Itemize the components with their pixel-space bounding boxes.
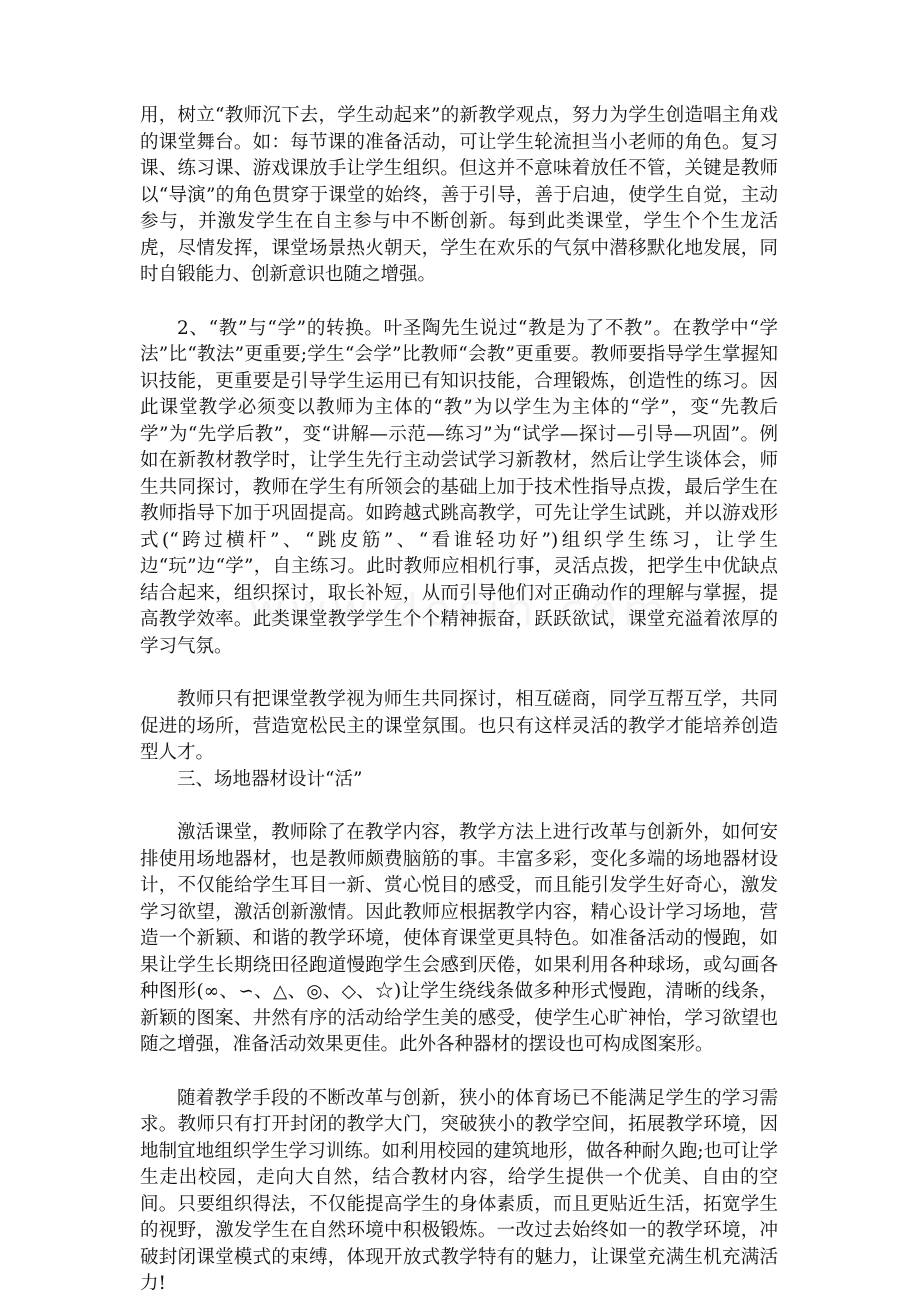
section-heading-venue-equipment: 三、场地器材设计“活” [177, 768, 363, 790]
paragraph-continuation: 用，树立“教师沉下去，学生动起来”的新教学观点，努力为学生创造唱主角戏的课堂舞台。如：每节课的准备活动，可让学生轮流担当小老师的角色。复习课、练习课、游戏课放手让学生组织。但这并不意味着放任不管，关键是教师以“导演”的角色贯穿于课堂的始终，善于引导，善于启迪，使学生自觉，主动参与，并激发学生在自主参与中不断创新。每到此类课堂，学生个个生龙活虎，尽情发挥，课堂场景热火朝天，学生在欢乐的气氛中潜移默化地发展，同时自锻能力、创新意识也随之增强。 [140, 105, 778, 285]
paragraph-summary: 教师只有把课堂教学视为师生共同探讨，相互磋商，同学互帮互学，共同促进的场所，营造宽松民主的课堂氛围。也只有这样灵活的教学才能培养创造型人才。 [140, 689, 778, 763]
paragraph-teach-learn-conversion: 2、“教”与“学”的转换。叶圣陶先生说过“教是为了不教”。在教学中“学法”比“教法”更重要;学生“会学”比教师“会教”更重要。教师要指导学生掌握知识技能，更重要是引导学生运用已有知识技能，合理锻炼，创造性的练习。因此课堂教学必须变以教师为主体的“教”为以学生为主体的“学”，变“先教后学”为“先学后教”，变“讲解—示范—练习”为“试学—探讨—引导—巩固”。例如在新教材教学时，让学生先行主动尝试学习新教材，然后让学生谈体会，师生共同探讨，教师在学生有所领会的基础上加于技术性指导点拨，最后学生在教师指导下加于巩固提高。如跨越式跳高教学，可先让学生试跳，并以游戏形式(“跨过横杆”、“跳皮筋”、“看谁轻功好”)组织学生练习，让学生边“玩”边“学”，自主练习。此时教师应相机行事，灵活点拨，把学生中优缺点结合起来，组织探讨，取长补短，从而引导他们对正确动作的理解与掌握，提高教学效率。此类课堂教学学生个个精神振奋，跃跃欲试，课堂充溢着浓厚的学习气氛。 [140, 317, 778, 657]
document-body [140, 103, 778, 1298]
paragraph-open-teaching: 随着教学手段的不断改革与创新，狭小的体育场已不能满足学生的学习需求。教师只有打开封闭的教学大门，突破狭小的教学空间，拓展教学环境，因地制宜地组织学生学习训练。如利用校园的建筑地形，做各种耐久跑;也可让学生走出校园，走向大自然，结合教材内容，给学生提供一个优美、自由的空间。只要组织得法，不仅能提高学生的身体素质，而且更贴近生活，拓宽学生的视野，激发学生在自然环境中积极锻炼。一改过去始终如一的教学环境，冲破封闭课堂模式的束缚，体现开放式教学特有的魅力，让课堂充满生机充满活力! [140, 1087, 778, 1294]
paragraph-venue-design: 激活课堂，教师除了在教学内容，教学方法上进行改革与创新外，如何安排使用场地器材，也是教师颇费脑筋的事。丰富多彩，变化多端的场地器材设计，不仅能给学生耳目一新、赏心悦目的感受，而且能引发学生好奇心，激发学习欲望，激活创新激情。因此教师应根据教学内容，精心设计学习场地，营造一个新颖、和谐的教学环境，使体育课堂更具特色。如准备活动的慢跑，如果让学生长期绕田径跑道慢跑学生会感到厌倦，如果利用各种球场，或勾画各种图形(∞、∽、△、◎、◇、☆)让学生绕线条做多种形式慢跑，清晰的线条，新颖的图案、井然有序的活动给学生美的感受，使学生心旷神怡，学习欲望也随之增强，准备活动效果更佳。此外各种器材的摆设也可构成图案形。 [140, 822, 778, 1055]
